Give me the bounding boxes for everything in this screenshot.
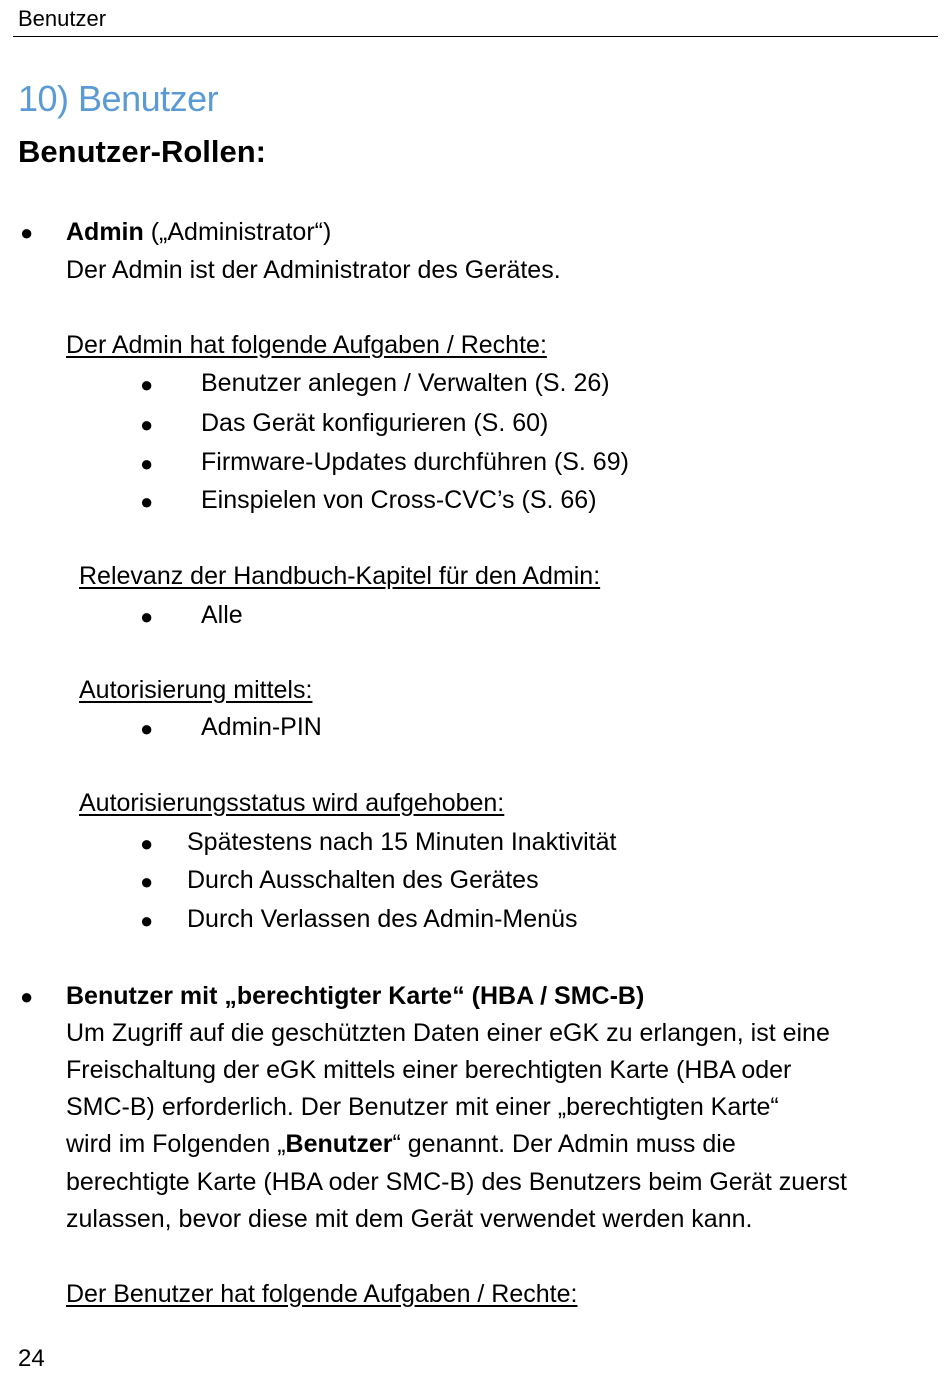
section-title: Benutzer-Rollen:	[18, 134, 266, 169]
user-description-line: SMC-B) erforderlich. Der Benutzer mit einer „berechtigten Karte“	[66, 1093, 779, 1121]
admin-relevance-item: Alle	[201, 601, 243, 629]
admin-role-title	[66, 218, 331, 247]
admin-revoke-item: Durch Ausschalten des Gerätes	[187, 866, 539, 894]
admin-relevance-heading: Relevanz der Handbuch-Kapitel für den Admin:	[79, 562, 601, 590]
bullet-icon: ●	[20, 220, 34, 245]
bullet-icon: ●	[140, 716, 154, 741]
admin-role-name: Admin	[66, 218, 144, 246]
admin-task-item: Das Gerät konfigurieren (S. 60)	[201, 409, 549, 437]
admin-revoke-item: Durch Verlassen des Admin-Menüs	[187, 905, 578, 933]
user-description-line: Um Zugriff auf die geschützten Daten einer eGK zu erlangen, ist eine	[66, 1019, 830, 1047]
bullet-icon: ●	[140, 831, 154, 856]
admin-task-item: Einspielen von Cross-CVC’s (S. 66)	[201, 486, 597, 514]
user-line-prefix: wird im Folgenden „	[66, 1130, 286, 1158]
bullet-icon: ●	[140, 489, 154, 514]
admin-revoke-item: Spätestens nach 15 Minuten Inaktivität	[187, 828, 617, 856]
bullet-icon: ●	[140, 908, 154, 933]
user-role-title: Benutzer mit „berechtigter Karte“ (HBA / SMC-B)	[66, 982, 645, 1010]
admin-auth-item: Admin-PIN	[201, 713, 322, 741]
bullet-icon: ●	[140, 412, 154, 437]
user-tasks-heading: Der Benutzer hat folgende Aufgaben / Rechte:	[66, 1280, 578, 1308]
running-header: Benutzer	[18, 6, 107, 31]
bullet-icon: ●	[140, 604, 154, 629]
admin-auth-heading: Autorisierung mittels:	[79, 676, 313, 704]
bullet-icon: ●	[140, 869, 154, 894]
bullet-icon: ●	[140, 372, 154, 397]
admin-task-item: Firmware-Updates durchführen (S. 69)	[201, 448, 629, 476]
bullet-icon: ●	[20, 984, 34, 1009]
bullet-icon: ●	[140, 451, 154, 476]
user-line-suffix: “ genannt. Der Admin muss die	[392, 1130, 736, 1158]
user-description-line: berechtigte Karte (HBA oder SMC-B) des Benutzers beim Gerät zuerst	[66, 1168, 847, 1196]
user-description-line: Freischaltung der eGK mittels einer berechtigten Karte (HBA oder	[66, 1056, 792, 1084]
user-description-line: zulassen, bevor diese mit dem Gerät verwendet werden kann.	[66, 1205, 753, 1233]
admin-description: Der Admin ist der Administrator des Gerätes.	[66, 256, 561, 284]
page-number: 24	[18, 1345, 45, 1372]
admin-role-alias: („Administrator“)	[143, 218, 332, 246]
admin-task-item: Benutzer anlegen / Verwalten (S. 26)	[201, 369, 610, 397]
user-description-line	[66, 1130, 736, 1159]
user-term: Benutzer	[285, 1130, 393, 1158]
admin-tasks-heading: Der Admin hat folgende Aufgaben / Rechte:	[66, 331, 547, 359]
admin-revoke-heading: Autorisierungsstatus wird aufgehoben:	[79, 789, 505, 817]
header-divider	[13, 36, 938, 37]
chapter-title: 10) Benutzer	[18, 78, 219, 119]
